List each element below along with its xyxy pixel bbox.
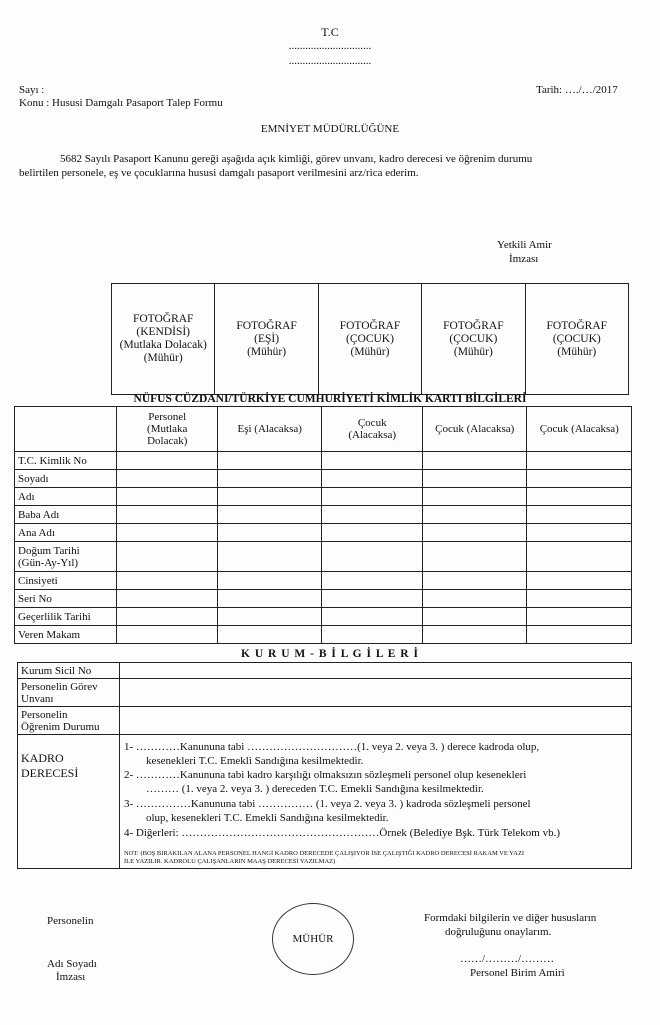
cell[interactable] [422, 470, 527, 488]
footer-onay-2: doğruluğunu onaylarım. [445, 926, 552, 938]
cell[interactable] [117, 590, 217, 608]
footer-imzasi: İmzası [56, 971, 86, 983]
cell[interactable] [217, 626, 322, 644]
cell[interactable] [322, 524, 423, 542]
cell[interactable] [217, 590, 322, 608]
row-label-tc: T.C. Kimlik No [15, 452, 117, 470]
footer-personelin: Personelin [47, 915, 94, 927]
kurum-sicil-label: Kurum Sicil No [18, 663, 120, 679]
cell[interactable] [322, 506, 423, 524]
header-tc: T.C [321, 25, 339, 39]
cell[interactable] [422, 542, 527, 572]
kimlik-col-cocuk-1: Çocuk (Alacaksa) [322, 407, 423, 452]
cell[interactable] [217, 506, 322, 524]
kadro-note-2: İLE YAZILIR. KADROLU ÇALIŞANLARIN MAAŞ DERECESİ YAZILMAZ) [124, 858, 336, 865]
cell[interactable] [117, 572, 217, 590]
row-label-seri-no: Seri No [15, 590, 117, 608]
cell[interactable] [422, 626, 527, 644]
cell[interactable] [217, 524, 322, 542]
kadro-option-2-cont: ……… (1. veya 2. veya 3. ) dereceden T.C. Emekli Sandığına kesilmektedir. [146, 783, 484, 795]
photo-box-esi[interactable]: FOTOĞRAF (EŞİ) (Mühür) [215, 284, 318, 395]
row-label-cinsiyeti: Cinsiyeti [15, 572, 117, 590]
cell[interactable] [217, 572, 322, 590]
gorev-unvani-value[interactable] [120, 679, 632, 707]
cell[interactable] [422, 506, 527, 524]
footer-onay-1: Formdaki bilgilerin ve diğer hususların [424, 912, 597, 924]
cell[interactable] [117, 608, 217, 626]
row-label-ana-adi: Ana Adı [15, 524, 117, 542]
cell[interactable] [217, 488, 322, 506]
cell[interactable] [322, 572, 423, 590]
kadro-derecesi-label: KADRO DERECESİ [18, 735, 120, 869]
cell[interactable] [217, 470, 322, 488]
cell[interactable] [527, 452, 632, 470]
footer-birim-amiri: Personel Birim Amiri [470, 967, 565, 979]
cell[interactable] [527, 470, 632, 488]
body-text-line1: 5682 Sayılı Pasaport Kanunu gereği aşağıda açık kimliği, görev unvanı, kadro derecesi ve öğrenim durumu [60, 153, 533, 165]
kadro-note-1: NOT: (BOŞ BIRAKILAN ALANA PERSONEL HANGİ KADRO DERECEDE ÇALIŞIYOR İSE ÇALIŞTIĞI KADRO DERECESİ RAKAM VE YAZI [124, 850, 525, 857]
row-label-adi: Adı [15, 488, 117, 506]
header-dots-1: .............................. [288, 40, 372, 52]
cell[interactable] [117, 506, 217, 524]
row-label-soyadi: Soyadı [15, 470, 117, 488]
header-dots-2: .............................. [288, 55, 372, 67]
kadro-option-2: 2- …………Kanununa tabi kadro karşılığı olmaksızın sözleşmeli personel olup kesenekleri [124, 769, 527, 781]
kurum-sicil-value[interactable] [120, 663, 632, 679]
cell[interactable] [117, 542, 217, 572]
cell[interactable] [217, 608, 322, 626]
photo-box-cocuk-3[interactable]: FOTOĞRAF (ÇOCUK) (Mühür) [525, 284, 628, 395]
photo-box-cocuk-1[interactable]: FOTOĞRAF (ÇOCUK) (Mühür) [318, 284, 421, 395]
kimlik-col-cocuk-3: Çocuk (Alacaksa) [527, 407, 632, 452]
kimlik-col-cocuk-2: Çocuk (Alacaksa) [422, 407, 527, 452]
cell[interactable] [422, 452, 527, 470]
row-label-baba-adi: Baba Adı [15, 506, 117, 524]
ogrenim-durumu-value[interactable] [120, 707, 632, 735]
kadro-option-1: 1- …………Kanununa tabi …………………………(1. veya 2. veya 3. ) derece kadroda olup, [124, 741, 540, 753]
kimlik-col-personel: Personel (Mutlaka Dolacak) [117, 407, 217, 452]
cell[interactable] [527, 626, 632, 644]
cell[interactable] [527, 488, 632, 506]
cell[interactable] [117, 452, 217, 470]
photo-box-kendisi[interactable]: FOTOĞRAF (KENDİSİ) (Mutlaka Dolacak) (Mühür) [112, 284, 215, 395]
kadro-option-3: 3- ……………Kanununa tabi …………… (1. veya 2. veya 3. ) kadroda sözleşmeli personel [124, 798, 531, 810]
cell[interactable] [322, 626, 423, 644]
cell[interactable] [322, 470, 423, 488]
yetkili-amir: Yetkili Amir [497, 239, 552, 251]
cell[interactable] [527, 572, 632, 590]
cell[interactable] [322, 608, 423, 626]
kadro-option-1-cont: kesenekleri T.C. Emekli Sandığına kesilmektedir. [146, 755, 364, 767]
cell[interactable] [527, 506, 632, 524]
cell[interactable] [527, 590, 632, 608]
footer-adi-soyadi: Adı Soyadı [47, 958, 97, 970]
yetkili-imza: İmzası [509, 253, 539, 265]
footer-onay-dots: ……/………/……… [460, 953, 555, 965]
cell[interactable] [322, 488, 423, 506]
cell[interactable] [322, 452, 423, 470]
photo-box-cocuk-2[interactable]: FOTOĞRAF (ÇOCUK) (Mühür) [422, 284, 525, 395]
kimlik-table [14, 406, 632, 644]
photo-table [111, 283, 629, 395]
ogrenim-durumu-label: Personelin Öğrenim Durumu [18, 707, 120, 735]
kimlik-section-title: NÜFUS CÜZDANI/TÜRKİYE CUMHURİYETİ KİMLİK KARTI BİLGİLERİ [133, 393, 527, 405]
cell[interactable] [422, 608, 527, 626]
cell[interactable] [527, 542, 632, 572]
row-label-dogum-tarihi: Doğum Tarihi (Gün-Ay-Yıl) [15, 542, 117, 572]
muhur-stamp: MÜHÜR [272, 903, 354, 975]
cell[interactable] [322, 590, 423, 608]
cell[interactable] [117, 626, 217, 644]
cell[interactable] [117, 524, 217, 542]
cell[interactable] [422, 590, 527, 608]
recipient-title: EMNİYET MÜDÜRLÜĞÜNE [260, 123, 400, 135]
kimlik-corner [15, 407, 117, 452]
kadro-option-3-cont: olup, kesenekleri T.C. Emekli Sandığına kesilmektedir. [146, 812, 389, 824]
cell[interactable] [117, 488, 217, 506]
cell[interactable] [117, 470, 217, 488]
konu-label: Konu : Hususi Damgalı Pasaport Talep Formu [19, 97, 223, 109]
cell[interactable] [422, 524, 527, 542]
cell[interactable] [527, 608, 632, 626]
kimlik-col-esi: Eşi (Alacaksa) [217, 407, 322, 452]
cell[interactable] [422, 488, 527, 506]
cell[interactable] [527, 524, 632, 542]
cell[interactable] [322, 542, 423, 572]
cell[interactable] [217, 452, 322, 470]
sayi-label: Sayı : [19, 84, 45, 96]
gorev-unvani-label: Personelin Görev Unvanı [18, 679, 120, 707]
row-label-veren-makam: Veren Makam [15, 626, 117, 644]
kurum-section-title: K U R U M - B İ L G İ L E R İ [241, 648, 419, 660]
cell[interactable] [217, 542, 322, 572]
row-label-gecerlilik: Geçerlilik Tarihi [15, 608, 117, 626]
cell[interactable] [422, 572, 527, 590]
tarih-label: Tarih: …./…/2017 [536, 84, 618, 96]
kadro-option-4: 4- Diğerleri: ………………………………………………Örnek (Belediye Bşk. Türk Telekom vb.) [124, 827, 561, 839]
body-text-line2: belirtilen personele, eş ve çocuklarına hususi damgalı pasaport verilmesini arz/rica ederim. [19, 167, 419, 179]
